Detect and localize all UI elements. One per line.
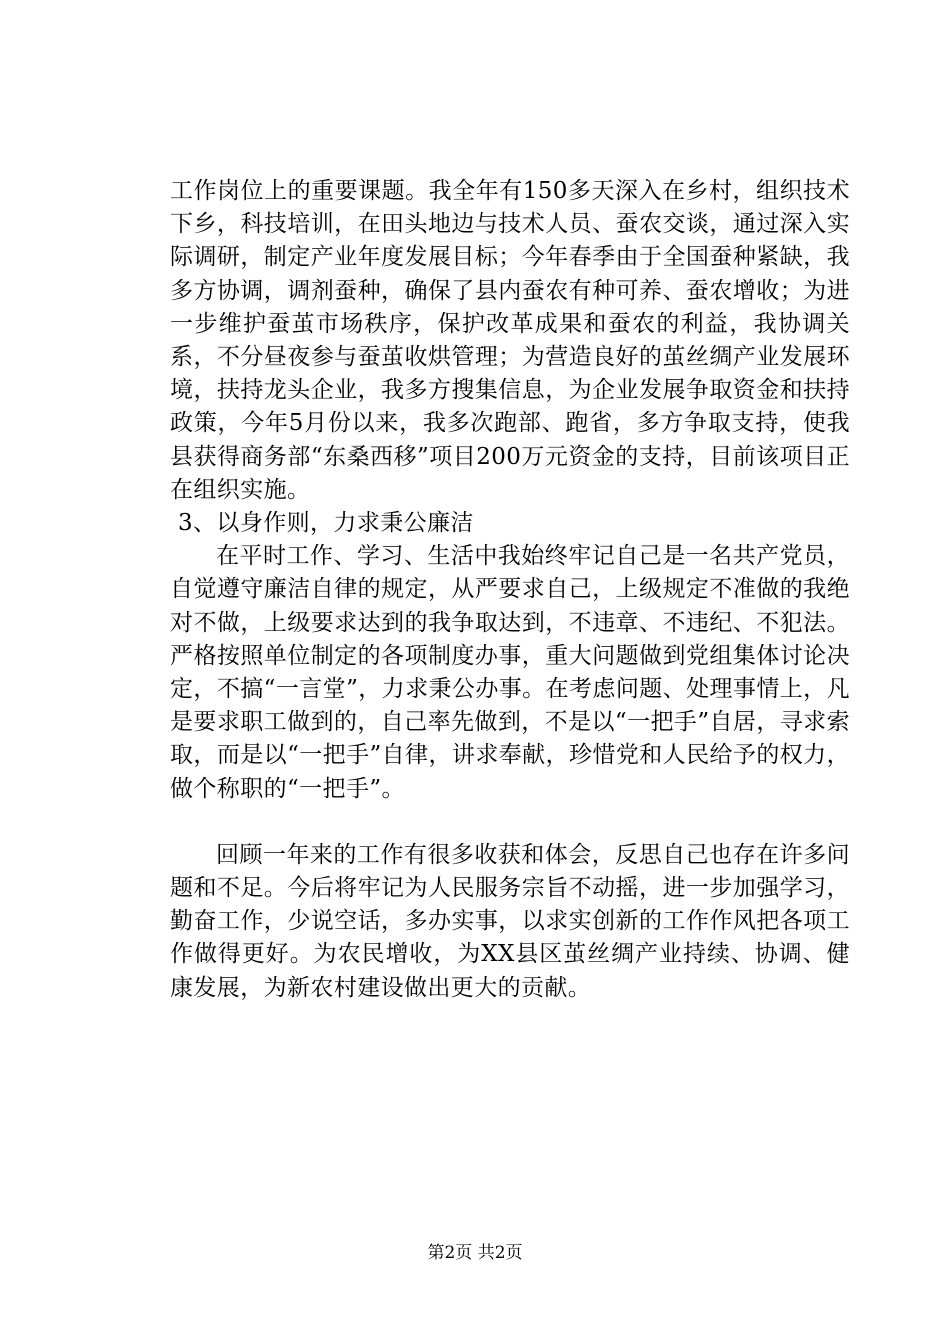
document-body xyxy=(170,175,850,1005)
paragraph-integrity: 在平时工作、学习、生活中我始终牢记自己是一名共产党员，自觉遵守廉洁自律的规定，从严要求自己，上级规定不准做的我绝对不做，上级要求达到的我争取达到，不违章、不违纪、不犯法。严格按照单位制定的各项制度办事，重大问题做到党组集体讨论决定，不搞“一言堂”，力求秉公办事。在考虑问题、处理事情上，凡是要求职工做到的，自己率先做到，不是以“一把手”自居，寻求索取，而是以“一把手”自律，讲求奉献，珍惜党和人民给予的权力，做个称职的“一把手”。 xyxy=(170,543,850,802)
page-footer: 第2页 共2页 xyxy=(427,1243,523,1263)
section-heading-integrity: 3、以身作则，力求秉公廉洁 xyxy=(178,510,474,537)
paragraph-conclusion: 回顾一年来的工作有很多收获和体会，反思自己也存在许多问题和不足。今后将牢记为人民服务宗旨不动摇，进一步加强学习，勤奋工作，少说空话，多办实事，以求实创新的工作作风把各项工作做得更好。为农民增收，为XX县区茧丝绸产业持续、协调、健康发展，为新农村建设做出更大的贡献。 xyxy=(170,841,850,1001)
paragraph-work-research: 工作岗位上的重要课题。我全年有150多天深入在乡村，组织技术下乡，科技培训，在田头地边与技术人员、蚕农交谈，通过深入实际调研，制定产业年度发展目标；今年春季由于全国蚕种紧缺，我多方协调，调剂蚕种，确保了县内蚕农有种可养、蚕农增收；为进一步维护蚕茧市场秩序，保护改革成果和蚕农的利益，我协调关系，不分昼夜参与蚕茧收烘管理；为营造良好的茧丝绸产业发展环境，扶持龙头企业，我多方搜集信息，为企业发展争取资金和扶持政策，今年5月份以来，我多次跑部、跑省，多方争取支持，使我县获得商务部“东桑西移”项目200万元资金的支持，目前该项目正在组织实施。 xyxy=(170,178,850,503)
paragraph-spacer xyxy=(170,806,850,839)
